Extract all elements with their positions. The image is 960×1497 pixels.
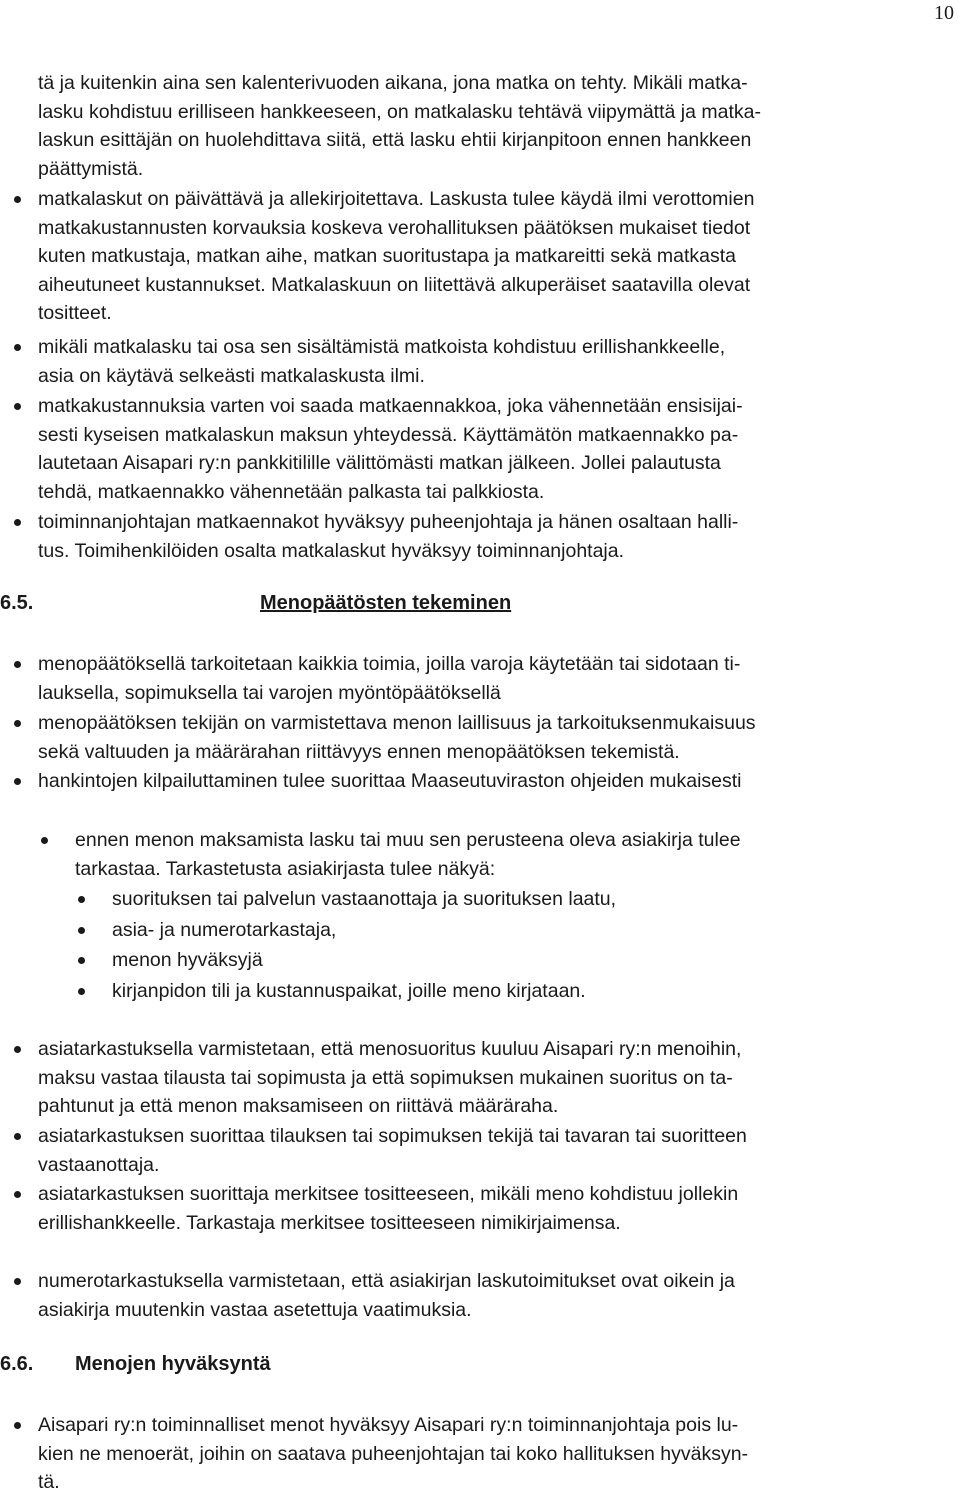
text-line: päättymistä.: [38, 157, 144, 180]
text-line: sesti kyseisen matkalaskun maksun yhteydessä. Käyttämätön matkaennakko pa-: [38, 423, 739, 446]
text-line: menopäätöksellä tarkoitetaan kaikkia toimia, joilla varoja käytetään tai sidotaan ti-: [38, 653, 741, 675]
text-line: tositteet.: [38, 302, 112, 324]
text-line: tarkastaa. Tarkastetusta asiakirjasta tulee näkyä:: [75, 857, 496, 880]
text-line: asiatarkastuksella varmistetaan, että menosuoritus kuuluu Aisapari ry:n menoihin,: [38, 1038, 742, 1060]
text-line: kuten matkustaja, matkan aihe, matkan suoritustapa ja matkareitti sekä matkasta: [38, 245, 737, 267]
bullet-icon: [14, 1422, 21, 1429]
text-line: erillishankkeelle. Tarkastaja merkitsee tositteeseen nimikirjaimensa.: [38, 1211, 621, 1234]
text-line: lautetaan Aisapari ry:n pankkitilille välittömästi matkan jälkeen. Jollei palautusta: [38, 452, 721, 474]
heading-title: Menojen hyväksyntä: [75, 1353, 271, 1375]
bullet-icon: [14, 1046, 21, 1053]
bullet-icon: [78, 957, 85, 964]
bullet-icon: [41, 837, 48, 844]
text-line: tä ja kuitenkin aina sen kalenterivuoden aikana, jona matka on tehty. Mikäli matka-: [38, 72, 748, 94]
text-line: suorituksen tai palvelun vastaanottaja ja suorituksen laatu,: [112, 888, 617, 910]
text-line: tus. Toimihenkilöiden osalta matkalaskut hyväksyy toiminnanjohtaja.: [38, 539, 625, 562]
bullet-icon: [14, 661, 21, 668]
text-line: tä.: [38, 1471, 60, 1493]
bullet-icon: [14, 519, 21, 526]
text-line: asiakirja muutenkin vastaa asetettuja vaatimuksia.: [38, 1298, 472, 1321]
text-line: asia on käytävä selkeästi matkalaskusta ilmi.: [38, 364, 425, 387]
text-line: matkakustannuksia varten voi saada matkaennakkoa, joka vähennetään ensisijai-: [38, 395, 743, 417]
bullet-icon: [14, 344, 21, 351]
text-line: toiminnanjohtajan matkaennakot hyväksyy puheenjohtaja ja hänen osaltaan halli-: [38, 511, 739, 533]
text-line: mikäli matkalasku tai osa sen sisältämistä matkoista kohdistuu erillishankkeelle,: [38, 336, 726, 358]
text-line: menopäätöksen tekijän on varmistettava menon laillisuus ja tarkoituksenmukaisuus: [38, 712, 756, 734]
text-line: Aisapari ry:n toiminnalliset menot hyväksyy Aisapari ry:n toiminnanjohtaja pois lu-: [38, 1414, 739, 1436]
text-line: kirjanpidon tili ja kustannuspaikat, joille meno kirjataan.: [112, 980, 586, 1002]
text-line: kien ne menoerät, joihin on saatava puheenjohtajan tai koko hallituksen hyväksyn-: [38, 1442, 749, 1465]
bullet-icon: [14, 1278, 21, 1285]
text-line: matkakustannusten korvauksia koskeva verohallituksen päätöksen mukaiset tiedot: [38, 216, 751, 239]
text-line: maksu vastaa tilausta tai sopimusta ja että sopimuksen mukainen suoritus on ta-: [38, 1066, 733, 1089]
text-line: pahtunut ja että menon maksamiseen on riittävä määräraha.: [38, 1095, 559, 1117]
text-line: tehdä, matkaennakko vähennetään palkasta tai palkkiosta.: [38, 480, 545, 503]
text-line: asia- ja numerotarkastaja,: [112, 919, 337, 941]
heading-title: Menopäätösten tekeminen: [260, 592, 512, 614]
text-line: hankintojen kilpailuttaminen tulee suorittaa Maaseutuviraston ohjeiden mukaisesti: [38, 770, 742, 792]
text-line: asiatarkastuksen suorittaja merkitsee tositteeseen, mikäli meno kohdistuu jollekin: [38, 1183, 739, 1205]
heading-number: 6.6.: [0, 1353, 34, 1375]
bullet-icon: [78, 988, 85, 995]
page-number: 10: [934, 2, 954, 24]
bullet-icon: [14, 778, 21, 785]
bullet-icon: [14, 1133, 21, 1140]
bullet-icon: [14, 196, 21, 203]
bullet-icon: [14, 720, 21, 727]
text-line: asiatarkastuksen suorittaa tilauksen tai sopimuksen tekijä tai tavaran tai suoritteen: [38, 1125, 747, 1147]
text-line: lasku kohdistuu erilliseen hankkeeseen, on matkalasku tehtävä viipymättä ja matka-: [38, 100, 761, 123]
bullet-icon: [78, 927, 85, 934]
heading-number: 6.5.: [0, 592, 34, 614]
text-line: menon hyväksyjä: [112, 949, 263, 971]
intro-paragraph: [38, 69, 956, 183]
text-line: aiheutuneet kustannukset. Matkalaskuun on liitettävä alkuperäiset saatavilla olevat: [38, 273, 751, 296]
text-line: vastaanottaja.: [38, 1153, 160, 1176]
bullet-icon: [78, 896, 85, 903]
text-line: ennen menon maksamista lasku tai muu sen perusteena oleva asiakirja tulee: [75, 829, 741, 851]
text-line: matkalaskut on päivättävä ja allekirjoitettava. Laskusta tulee käydä ilmi verottomien: [38, 188, 755, 210]
text-line: numerotarkastuksella varmistetaan, että asiakirjan laskutoimitukset ovat oikein ja: [38, 1270, 735, 1292]
text-line: sekä valtuuden ja määrärahan riittävyys ennen menopäätöksen tekemistä.: [38, 740, 680, 763]
text-line: lauksella, sopimuksella tai varojen myöntöpäätöksellä: [38, 681, 501, 704]
bullet-icon: [14, 1191, 21, 1198]
bullet-icon: [14, 403, 21, 410]
text-line: laskun esittäjän on huolehdittava siitä, että lasku ehtii kirjanpitoon ennen hankkeen: [38, 129, 752, 151]
